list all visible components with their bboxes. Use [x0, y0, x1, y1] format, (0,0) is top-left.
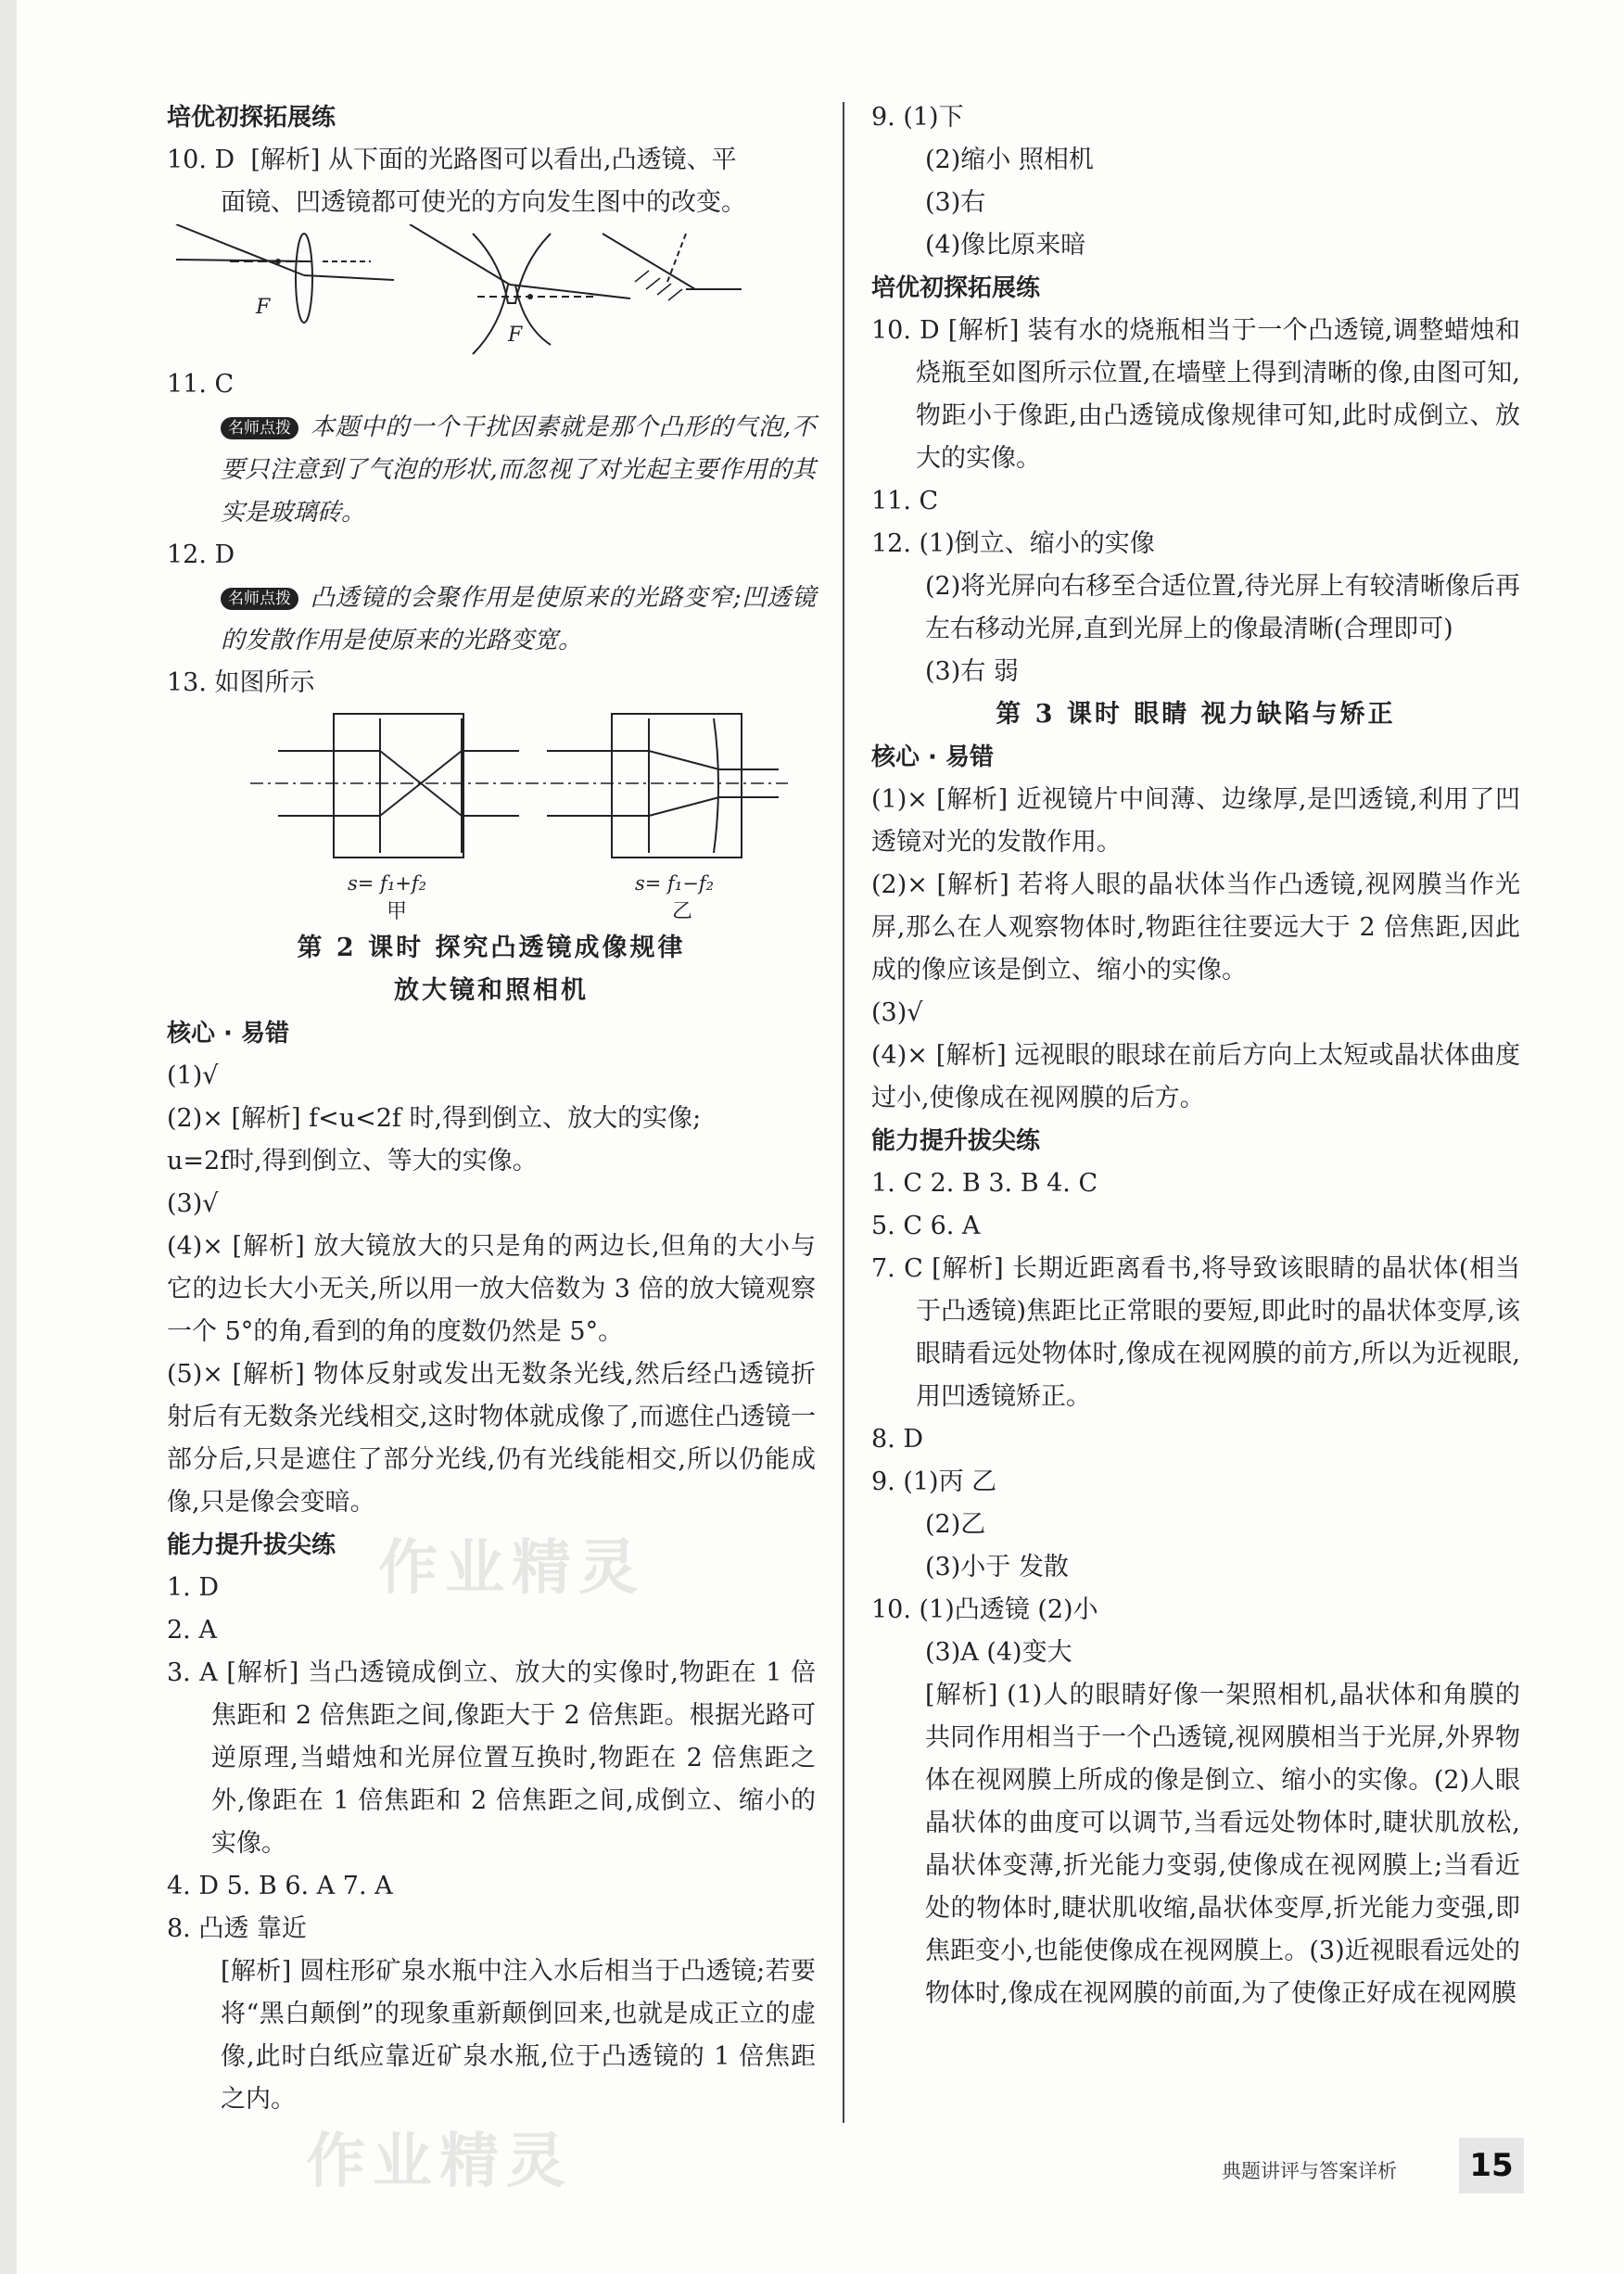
section-heading: 培优初探拓展练	[167, 104, 336, 132]
answer-item: 2. A	[167, 1616, 217, 1645]
lesson-subtitle: 放大镜和照相机	[394, 976, 589, 1005]
answer-continuation: 面镜、凹透镜都可使光的方向发生图中的改变。	[221, 188, 746, 217]
optics-ray-diagrams	[167, 224, 742, 363]
answer-item: (2)将光屏向右移至合适位置,待光屏上有较清晰像后再左右移动光屏,直到光屏上的像最清晰(合理即可)	[925, 572, 1520, 643]
teacher-tip: 名师点拨 本题中的一个干扰因素就是那个凸形的气泡,不要只注意到了气泡的形状,而忽视了对光起主要作用的其实是玻璃砖。	[221, 413, 816, 527]
section-heading: 能力提升拔尖练	[871, 1127, 1041, 1155]
answer-item: (2)× [解析] 若将人眼的晶状体当作凸透镜,视网膜当作光屏,那么在人观察物体时,物距往往要远大于 2 倍焦距,因此成的像应该是倒立、缩小的实像。	[871, 870, 1520, 985]
answer-item: 8. 凸透 靠近	[167, 1914, 307, 1943]
answer-item: 12. D	[167, 540, 235, 569]
footer-title: 典题讲评与答案详析	[1222, 2160, 1397, 2182]
answer-item: (3)右 弱	[925, 657, 1019, 686]
answer-item: (2)缩小 照相机	[925, 146, 1094, 174]
tip-badge: 名师点拨	[221, 417, 298, 439]
column-divider	[843, 102, 844, 2123]
focal-point	[275, 259, 281, 264]
answer-item: 12. (1)倒立、缩小的实像	[871, 529, 1155, 558]
answer-explanation: [解析] (1)人的眼睛好像一架照相机,晶状体和角膜的共同作用相当于一个凸透镜,视网膜相当于光屏,外界物体在视网膜上所成的像是倒立、缩小的实像。(2)人眼晶状体的曲度可以调节,当看远处物体时,睫状肌放松,晶状体变薄,折光能力变弱,使像成在视网膜上;当看近处的物体时,睫状肌收缩,晶状体变厚,折光能力变强,即焦距变小,也能使像成在视网膜上。(3)近视眼看远处的物体时,像成在视网膜的前面,为了使像正好成在视网膜	[925, 1681, 1520, 2008]
lesson-title: 第 3 课时 眼睛 视力缺陷与矫正	[996, 700, 1396, 729]
tip-badge: 名师点拨	[221, 588, 298, 610]
answer-item: (3)A (4)变大	[925, 1638, 1072, 1667]
answer-item: 10. D [解析] 从下面的光路图可以看出,凸透镜、平	[167, 146, 737, 174]
answer-item: 11. C	[871, 487, 939, 515]
page-edge-shadow	[0, 0, 17, 2274]
answer-item: 10. (1)凸透镜 (2)小	[871, 1595, 1098, 1624]
formula-label: s= f₁−f₂	[635, 872, 715, 895]
answer-item: (3)√	[167, 1189, 219, 1218]
answer-item: (3)√	[871, 998, 923, 1027]
answer-item: 1. D	[167, 1573, 219, 1602]
answer-item: 4. D 5. B 6. A 7. A	[167, 1872, 393, 1900]
focus-label: F	[256, 296, 271, 319]
answer-item: (4)× [解析] 放大镜放大的只是角的两边长,但角的大小与它的边长大小无关,所以用一放大倍数为 3 倍的放大镜观察一个 5°的角,看到的角的度数仍然是 5°。	[167, 1232, 816, 1346]
answer-item: (4)× [解析] 远视眼的眼球在前后方向上太短或晶状体曲度过小,使像成在视网膜的后方。	[871, 1041, 1520, 1112]
answer-item: 3. A [解析] 当凸透镜成倒立、放大的实像时,物距在 1 倍焦距和 2 倍焦距之间,像距大于 2 倍焦距。根据光路可逆原理,当蜡烛和光屏位置互换时,物距在 2 倍焦距之外,像距在 1 倍焦距和 2 倍焦距之间,成倒立、缩小的实像。	[167, 1658, 816, 1858]
lesson-title: 第 2 课时 探究凸透镜成像规律	[297, 934, 686, 962]
answer-item: 11. C	[167, 370, 235, 399]
answer-item: 9. (1)丙 乙	[871, 1467, 997, 1496]
answer-item: 8. D	[871, 1425, 923, 1454]
watermark-bottom: 作业精灵	[306, 2128, 573, 2196]
figure-10-diagrams	[167, 224, 816, 363]
teacher-tip: 名师点拨 凸透镜的会聚作用是使原来的光路变窄;凹透镜的发散作用是使原来的光路变宽。	[221, 584, 816, 654]
page-number: 15	[1459, 2138, 1524, 2193]
left-column	[167, 96, 816, 2121]
focus-label: F	[508, 324, 523, 347]
focal-point	[527, 294, 533, 299]
answer-item: 7. C [解析] 长期近距离看书,将导致该眼睛的晶状体(相当于凸透镜)焦距比正常眼的要短,即此时的晶状体变厚,该眼睛看远处物体时,像成在视网膜的前方,所以为近视眼,用凹透镜矫正。	[871, 1254, 1520, 1411]
answer-item: 9. (1)下	[871, 103, 964, 132]
figure-caption: 乙	[672, 900, 693, 923]
figure-caption: 甲	[387, 900, 408, 923]
answer-explanation: [解析] 圆柱形矿泉水瓶中注入水后相当于凸透镜;若要将“黑白颠倒”的现象重新颠倒回来,也就是成正立的虚像,此时白纸应靠近矿泉水瓶,位于凸透镜的 1 倍焦距之内。	[221, 1957, 816, 2114]
section-heading: 能力提升拔尖练	[167, 1531, 336, 1559]
answer-item: 13. 如图所示	[167, 668, 315, 697]
section-heading: 核心 · 易错	[871, 743, 994, 771]
section-heading: 培优初探拓展练	[871, 274, 1041, 302]
answer-item: (3)小于 发散	[925, 1553, 1069, 1582]
formula-label: s= f₁+f₂	[348, 872, 427, 895]
answer-item: 10. D [解析] 装有水的烧瓶相当于一个凸透镜,调整蜡烛和烧瓶至如图所示位置,在墙壁上得到清晰的像,由图可知,物距小于像距,由凸透镜成像规律可知,此时成倒立、放大的实像。	[871, 316, 1520, 473]
answer-item: (1)√	[167, 1061, 219, 1090]
answer-item: (1)× [解析] 近视镜片中间薄、边缘厚,是凹透镜,利用了凹透镜对光的发散作用。	[871, 785, 1520, 857]
answer-item: (2)乙	[925, 1510, 986, 1539]
section-heading: 核心 · 易错	[167, 1020, 289, 1048]
answer-item: (5)× [解析] 物体反射或发出无数条光线,然后经凸透镜折射后有无数条光线相交,这时物体就成像了,而遮住凸透镜一部分后,只是遮住了部分光线,仍有光线能相交,所以仍能成像,只是像会变暗。	[167, 1360, 816, 1517]
right-column	[871, 96, 1520, 2015]
answer-item: (2)× [解析] f<u<2f 时,得到倒立、放大的实像; u=2f时,得到倒立、等大的实像。	[167, 1104, 702, 1175]
answer-item: 5. C 6. A	[871, 1212, 981, 1240]
answer-item: 1. C 2. B 3. B 4. C	[871, 1169, 1098, 1198]
answer-item: (3)右	[925, 188, 986, 217]
answer-item: (4)像比原来暗	[925, 231, 1086, 260]
figure-13-diagrams	[167, 705, 816, 927]
lens-combination-diagrams	[167, 705, 797, 871]
watermark-left: 作业精灵	[378, 1534, 645, 1603]
